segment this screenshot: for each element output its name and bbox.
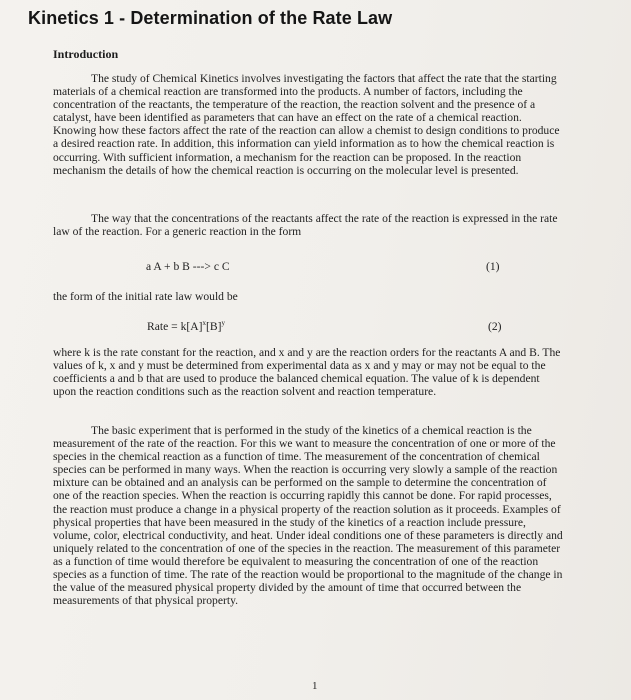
equation-2-number: (2) (488, 320, 502, 333)
equation-2-exp-y: y (221, 319, 225, 327)
document-title: Kinetics 1 - Determination of the Rate Law (28, 8, 393, 28)
paragraph-rate-constant: where k is the rate constant for the reaction, and x and y are the reaction orders for the reactants A and B. The values of k, x and y must be determined from experimental data as x and y may or may not be equal to the coefficients a and b that are used to produce the balanced chemical equation. The value of k is dependent upon the reaction conditions such as the reaction solvent and reaction temperature. (53, 346, 561, 399)
paragraph-experiment (53, 424, 563, 607)
paragraph-intro-text: The study of Chemical Kinetics involves investigating the factors that affect the rate that the starting materials of a chemical reaction are transformed into the products. A number of factors, including the concentration of the reactants, the temperature of the reaction, the reaction solvent and the presence of a catalyst, have been identified as parameters that can have an effect on the rate of a chemical reaction. Knowing how these factors affect the rate of the reaction can allow a chemist to design conditions to produce a desired reaction rate. In addition, this information can yield information as to how the chemical reaction is occurring. With sufficient information, a mechanism for the reaction can be proposed. In the reaction mechanism the details of how the chemical reaction is occurring on the molecular level is presented. (53, 72, 560, 177)
equation-2-lhs: Rate = k[A] (147, 319, 203, 333)
section-heading: Introduction (53, 47, 119, 61)
paragraph-experiment-text: The basic experiment that is performed in the study of the kinetics of a chemical reaction is the measurement of the rate of the reaction. For this we want to measure the concentration of one or more of the species in the chemical reaction as a function of time. The measurement of the concentration of chemical species can be performed in many ways. When the reaction is occurring very slowly a sample of the reaction mixture can be obtained and an analysis can be performed on the sample to determine the concentration of one of the reaction species. When the reaction is occurring rapidly this cannot be done. For rapid processes, the reaction must produce a change in a physical property of the reaction solution as it proceeds. Examples of physical properties that have been measured in the study of the kinetics of a reaction include pressure, volume, color, electrical conductivity, and heat. Under ideal conditions one of these parameters is directly and uniquely related to the concentration of one of the species in the reaction. The measurement of this parameter as a function of time would therefore be equivalent to measuring the concentration of one of the reaction species as a function of time. The rate of the reaction would be proportional to the magnitude of the change in the value of the measured physical property divided by the amount of time that occurred between the measurements of that physical property. (53, 424, 563, 608)
equation-2 (147, 319, 225, 333)
equation-2-mid: [B] (205, 319, 222, 333)
equation-2-exp-x: x (202, 319, 206, 327)
equation-1: a A + b B ---> c C (146, 260, 230, 273)
paragraph-rate-law (53, 212, 563, 238)
paragraph-rate-law-text: The way that the concentrations of the reactants affect the rate of the reaction is expressed in the rate law of the reaction. For a generic reaction in the form (53, 212, 558, 239)
page-number: 1 (312, 680, 318, 692)
equation-1-number: (1) (486, 260, 500, 273)
paragraph-intro (53, 72, 563, 177)
paragraph-initial-rate: the form of the initial rate law would be (53, 290, 238, 303)
